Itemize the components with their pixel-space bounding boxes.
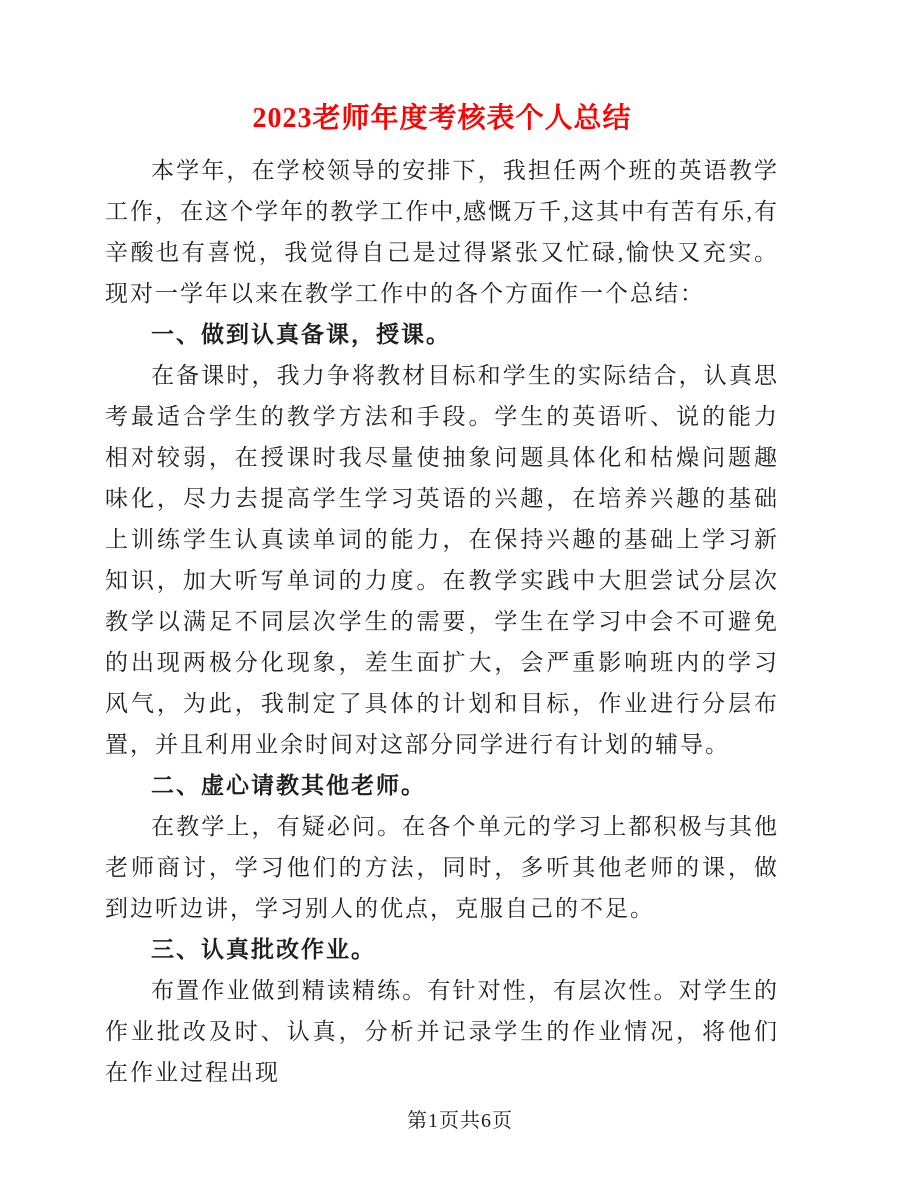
section-heading-1: 一、做到认真备课，授课。 [151,322,451,347]
section-heading-3: 三、认真批改作业。 [151,937,376,962]
paragraph-section-1: 在备课时，我力争将教材目标和学生的实际结合，认真思考最适合学生的教学方法和手段。学生的英语听、说的能力相对较弱，在授课时我尽量使抽象问题具体化和枯燥问题趣味化，尽力去提高学生学习英语的兴趣，在培养兴趣的基础上训练学生认真读单词的能力，在保持兴趣的基础上学习新知识，加大听写单词的力度。在教学实践中大胆尝试分层次教学以满足不同层次学生的需要，学生在学习中会不可避免的出现两极分化现象，差生面扩大，会严重影响班内的学习风气，为此，我制定了具体的计划和目标，作业进行分层布置，并且利用业余时间对这部分同学进行有计划的辅导。 [105,363,779,757]
paragraph-section-2: 在教学上，有疑必问。在各个单元的学习上都积极与其他老师商讨，学习他们的方法，同时，多听其他老师的课，做到边听边讲，学习别人的优点，克服自己的不足。 [105,814,779,921]
section-heading-2: 二、虚心请教其他老师。 [151,773,426,798]
paragraph-intro: 本学年，在学校领导的安排下，我担任两个班的英语教学工作，在这个学年的教学工作中,感慨万千,这其中有苦有乐,有辛酸也有喜悦，我觉得自己是过得紧张又忙碌,愉快又充实。现对一学年以来在教学工作中的各个方面作一个总结： [105,158,779,306]
document-body [105,98,779,1093]
page-number-footer: 第1页共6页 [407,1110,513,1132]
paragraph-section-3: 布置作业做到精读精练。有针对性，有层次性。对学生的作业批改及时、认真，分析并记录学生的作业情况，将他们在作业过程出现 [105,978,779,1085]
document-title: 2023老师年度考核表个人总结 [252,103,632,134]
